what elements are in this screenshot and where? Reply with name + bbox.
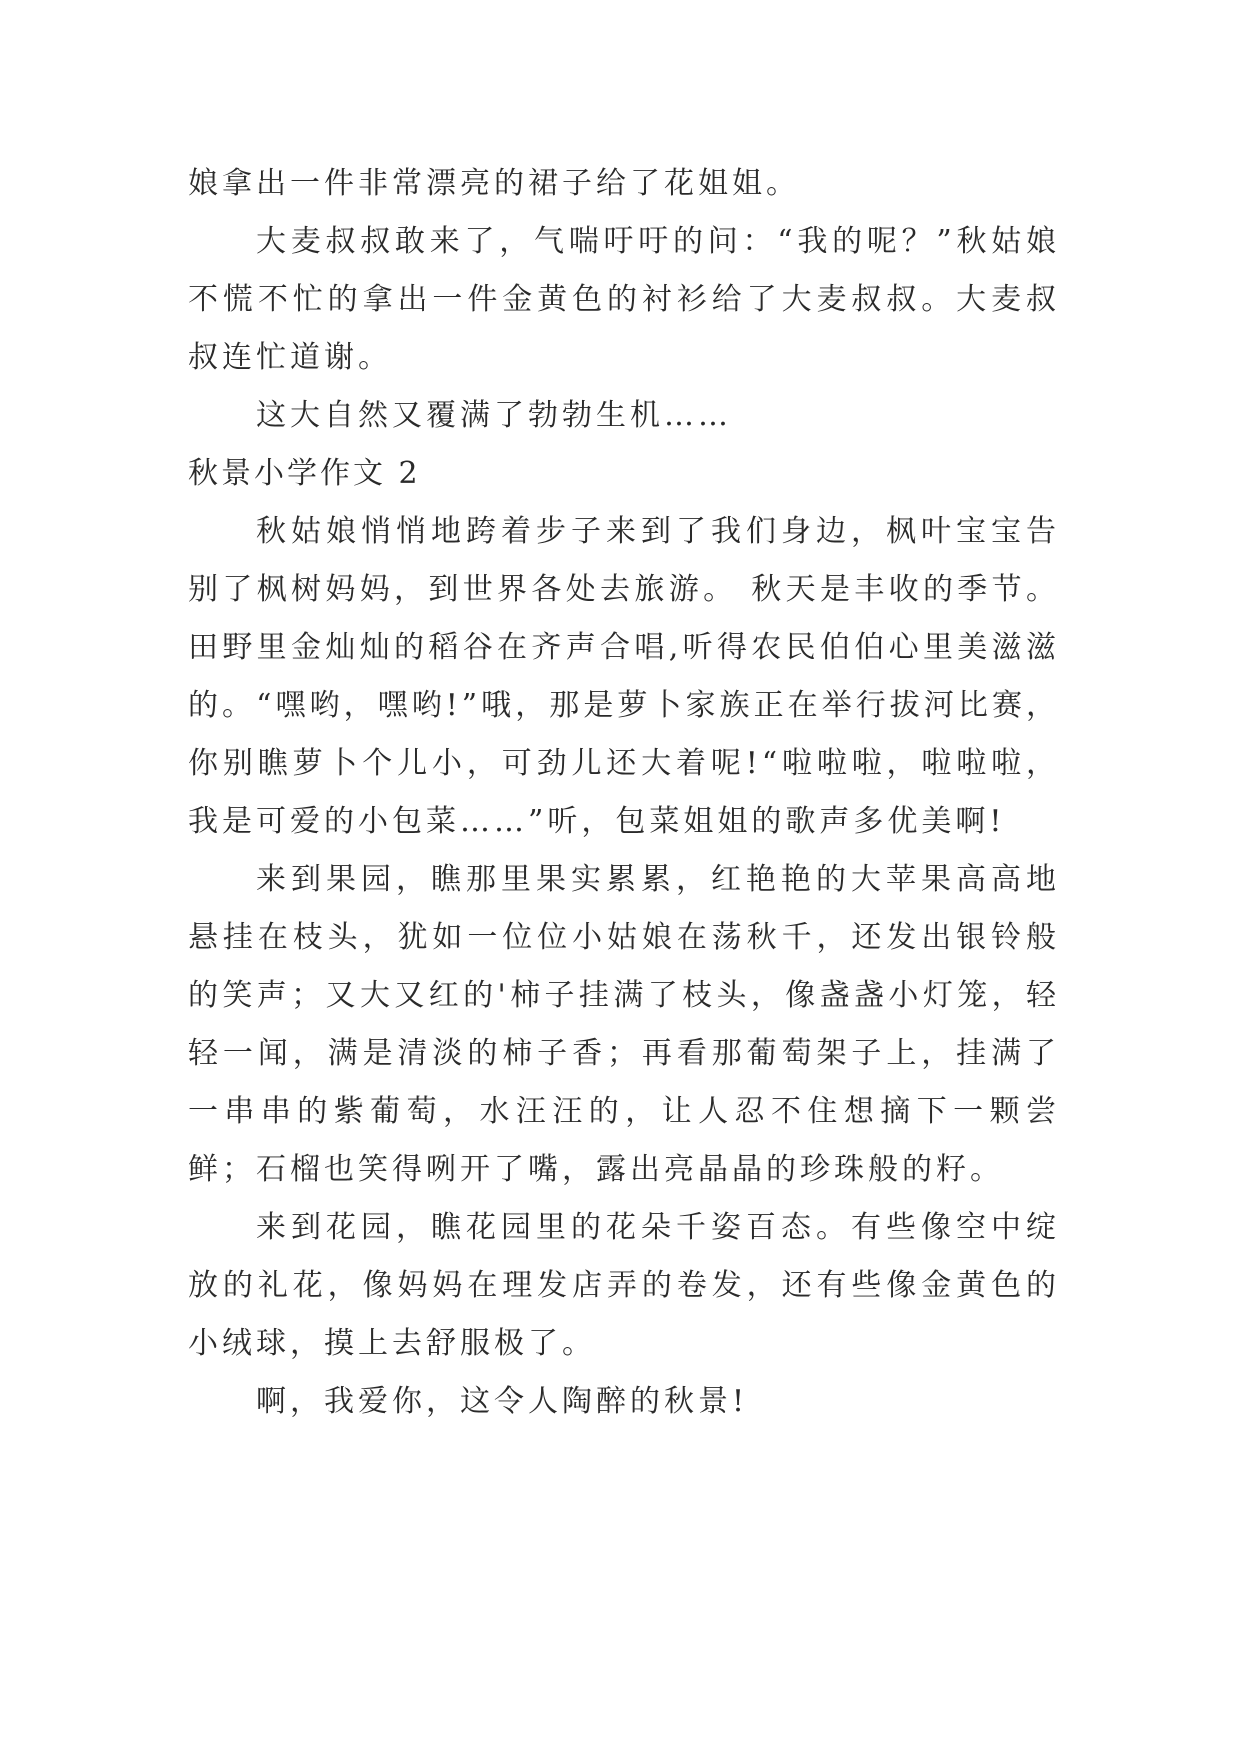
section-title: 秋景小学作文 2 [188,456,421,491]
paragraph: 秋姑娘悄悄地跨着步子来到了我们身边，枫叶宝宝告别了枫树妈妈，到世界各处去旅游。 秋天是丰收的季节。田野里金灿灿的稻谷在齐声合唱,听得农民伯伯心里美滋滋的。“嘿哟，嘿哟!”哦，那是萝卜家族正在举行拔河比赛，你别瞧萝卜个儿小，可劲儿还大着呢!“啦啦啦，啦啦啦，我是可爱的小包菜……”听，包菜姐姐的歌声多优美啊! [188,514,1060,839]
paragraph-continuation: 娘拿出一件非常漂亮的裙子给了花姐姐。 [188,166,800,201]
paragraph: 大麦叔叔敢来了，气喘吁吁的问：“我的呢？”秋姑娘不慌不忙的拿出一件金黄色的衬衫给了大麦叔叔。大麦叔叔连忙道谢。 [188,224,1060,375]
paragraph: 来到果园，瞧那里果实累累，红艳艳的大苹果高高地悬挂在枝头，犹如一位位小姑娘在荡秋千，还发出银铃般的笑声；又大又红的'柿子挂满了枝头，像盏盏小灯笼，轻轻一闻，满是清淡的柿子香；再看那葡萄架子上，挂满了一串串的紫葡萄，水汪汪的，让人忍不住想摘下一颗尝鲜；石榴也笑得咧开了嘴，露出亮晶晶的珍珠般的籽。 [188,862,1060,1187]
paragraph: 来到花园，瞧花园里的花朵千姿百态。有些像空中绽放的礼花，像妈妈在理发店弄的卷发，还有些像金黄色的小绒球，摸上去舒服极了。 [188,1210,1060,1361]
paragraph: 啊，我爱你，这令人陶醉的秋景! [256,1384,749,1419]
paragraph: 这大自然又覆满了勃勃生机…… [256,398,732,433]
document-body [188,155,1060,1431]
